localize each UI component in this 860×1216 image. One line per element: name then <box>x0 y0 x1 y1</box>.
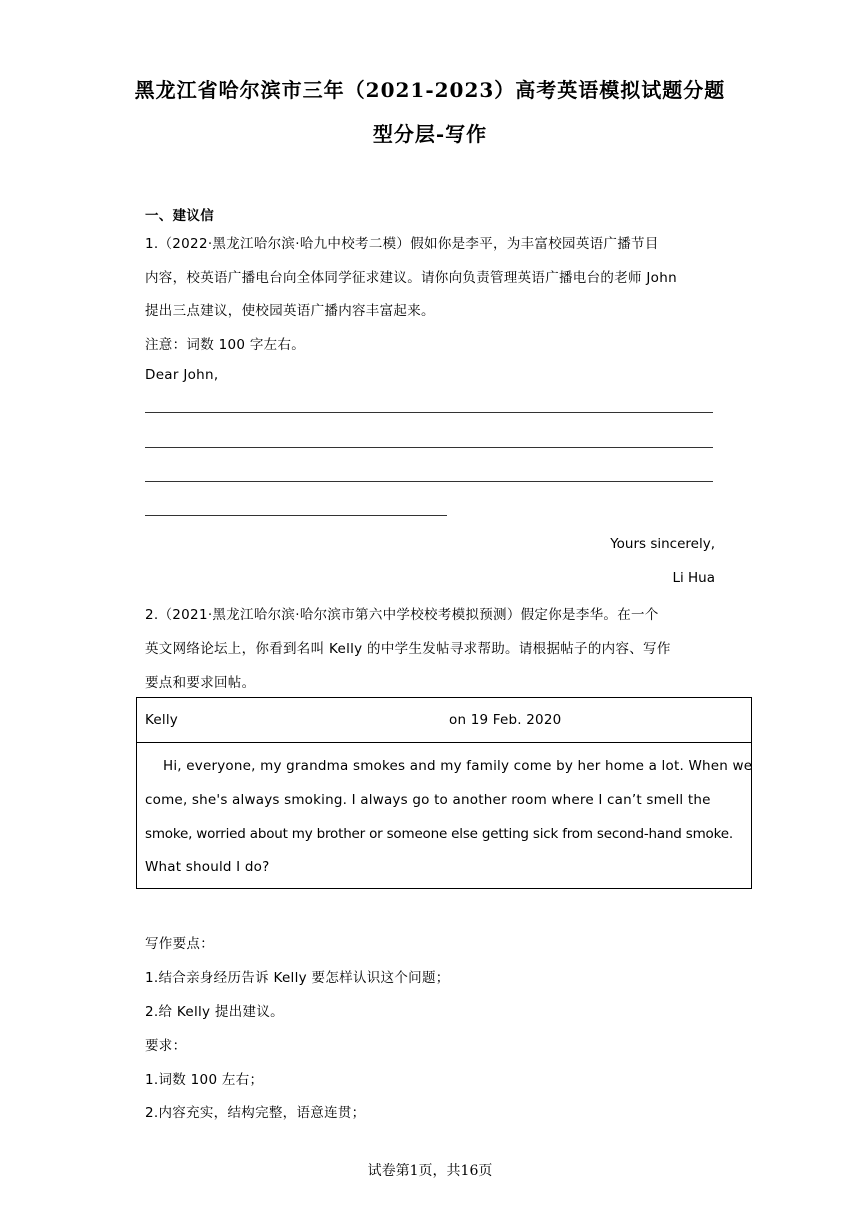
post-date: on 19 Feb. 2020 <box>449 712 562 728</box>
page-title: 黑龙江省哈尔滨市三年（2021-2023）高考英语模拟试题分题 <box>134 78 726 102</box>
answer-line <box>145 447 713 448</box>
answer-line <box>145 412 713 413</box>
requirement-2: 2.内容充实，结构完整，语意连贯； <box>145 1105 366 1121</box>
letter-signature: Li Hua <box>672 570 715 586</box>
post-body-line: smoke, worried about my brother or someone else getting sick from second-hand smoke. <box>145 826 733 842</box>
page-footer: 试卷第1页，共16页 <box>367 1163 493 1179</box>
post-body-line: Hi, everyone, my grandma smokes and my family come by her home a lot. When we <box>145 758 753 774</box>
question-1-line-1: 1.（2022·黑龙江哈尔滨·哈九中校考二模）假如你是李平，为丰富校园英语广播节目 <box>145 236 659 252</box>
letter-salutation: Dear John, <box>145 367 219 383</box>
post-body-line: come, she's always smoking. I always go to another room where I can’t smell the <box>145 792 711 808</box>
requirements-heading: 要求： <box>145 1038 187 1054</box>
forum-post-header <box>137 698 751 743</box>
post-author: Kelly <box>145 712 178 728</box>
question-1-line-3: 提出三点建议，使校园英语广播内容丰富起来。 <box>145 303 435 319</box>
section-heading: 一、建议信 <box>145 208 214 224</box>
question-1-note: 注意：词数 100 字左右。 <box>145 337 306 353</box>
letter-closing: Yours sincerely, <box>610 536 715 552</box>
question-2-line-3: 要点和要求回帖。 <box>145 675 256 691</box>
post-body-line: What should I do? <box>145 859 270 875</box>
page-title-continued: 型分层-写作 <box>372 122 488 146</box>
requirement-1: 1.词数 100 左右； <box>145 1072 264 1088</box>
writing-point-1: 1.结合亲身经历告诉 Kelly 要怎样认识这个问题； <box>145 970 450 986</box>
question-2-line-1: 2.（2021·黑龙江哈尔滨·哈尔滨市第六中学校校考模拟预测）假定你是李华。在一个 <box>145 607 659 623</box>
question-1-line-2: 内容，校英语广播电台向全体同学征求建议。请你向负责管理英语广播电台的老师 John <box>145 270 677 286</box>
writing-point-2: 2.给 Kelly 提出建议。 <box>145 1004 284 1020</box>
answer-line <box>145 481 713 482</box>
forum-post-box <box>136 697 752 889</box>
question-2-line-2: 英文网络论坛上，你看到名叫 Kelly 的中学生发帖寻求帮助。请根据帖子的内容、写作 <box>145 641 671 657</box>
writing-points-heading: 写作要点： <box>145 936 214 952</box>
answer-line <box>145 515 447 516</box>
